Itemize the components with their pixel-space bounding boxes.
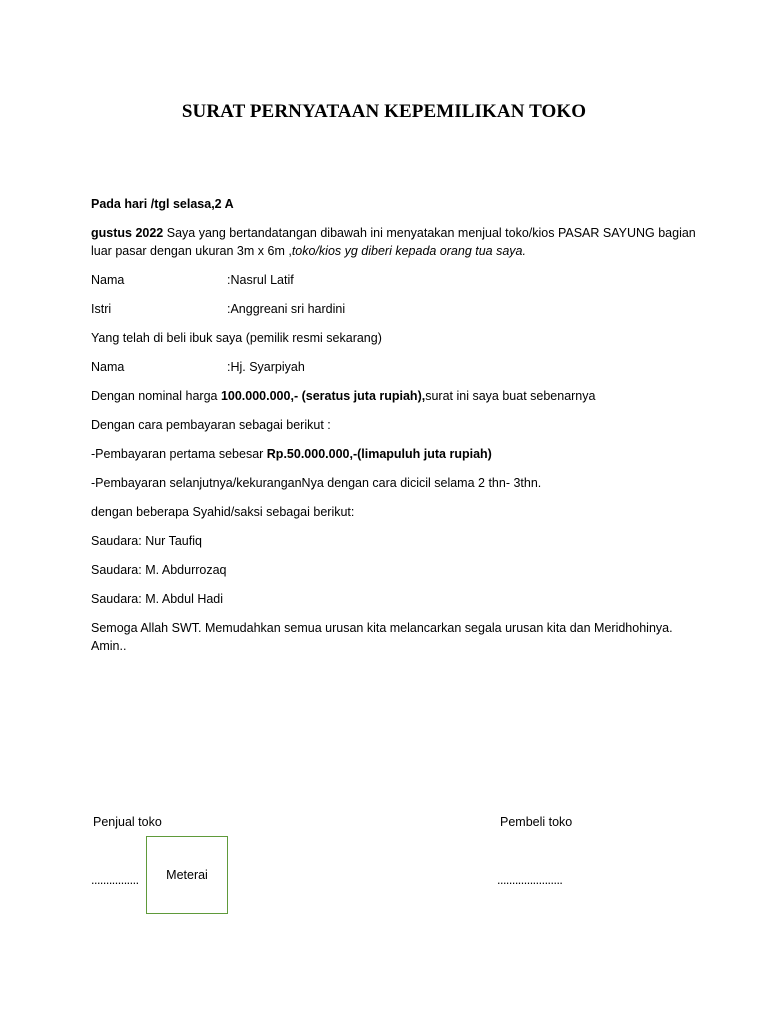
payment-first-amount: Rp.50.000.000,-(limapuluh juta rupiah) [266, 447, 492, 461]
price-amount: 100.000.000,- (seratus juta rupiah), [220, 389, 426, 403]
buyer-name-value: :Hj. Syarpiyah [227, 360, 305, 374]
seller-signature-label: Penjual toko [93, 815, 162, 829]
buyer-signature-label: Pembeli toko [500, 815, 573, 829]
seller-name-label: Nama [91, 273, 125, 287]
date-line: Pada hari /tgl selasa,2 A [91, 197, 234, 211]
seller-signature-line: ................ [91, 873, 139, 887]
closing-paragraph: Semoga Allah SWT. Memudahkan semua urusan kita melancarkan segala urusan kita dan Meridhohinya. Amin.. [91, 621, 673, 653]
buyer-name-label: Nama [91, 360, 125, 374]
document-title: SURAT PERNYATAAN KEPEMILIKAN TOKO [181, 101, 587, 122]
witness-intro: dengan beberapa Syahid/saksi sebagai berikut: [91, 505, 355, 519]
seller-name-row [91, 271, 701, 289]
payment-first [91, 445, 701, 463]
seller-wife-row [91, 300, 701, 318]
intro-italic: toko/kios yg diberi kepada orang tua saya. [291, 244, 526, 258]
payment-first-prefix: -Pembayaran pertama sebesar [91, 447, 267, 461]
seller-wife-value: :Anggreani sri hardini [227, 302, 346, 316]
seller-name-value: :Nasrul Latif [227, 273, 294, 287]
seller-wife-label: Istri [91, 302, 112, 316]
bought-from-line: Yang telah di beli ibuk saya (pemilik resmi sekarang) [91, 331, 382, 345]
price-prefix: Dengan nominal harga [91, 389, 221, 403]
witness-item: Saudara: Nur Taufiq [91, 534, 202, 548]
buyer-name-row [91, 358, 701, 376]
date-continuation: gustus 2022 [91, 226, 164, 240]
price-line [91, 387, 701, 405]
letter-body [91, 195, 701, 666]
intro-text: Saya yang bertandatangan dibawah ini menyatakan menjual toko/kios PASAR SAYUNG bagian luar pasar dengan ukuran 3m x 6m , [91, 226, 696, 258]
buyer-signature-line: ...................... [497, 873, 563, 887]
payment-intro: Dengan cara pembayaran sebagai berikut : [91, 418, 331, 432]
witness-item: Saudara: M. Abdul Hadi [91, 592, 224, 606]
meterai-stamp-box [146, 836, 228, 914]
meterai-label: Meterai [166, 868, 208, 882]
witness-item: Saudara: M. Abdurrozaq [91, 563, 227, 577]
price-suffix: surat ini saya buat sebenarnya [425, 389, 596, 403]
payment-second: -Pembayaran selanjutnya/kekuranganNya dengan cara dicicil selama 2 thn- 3thn. [91, 476, 542, 490]
intro-paragraph [91, 224, 701, 260]
